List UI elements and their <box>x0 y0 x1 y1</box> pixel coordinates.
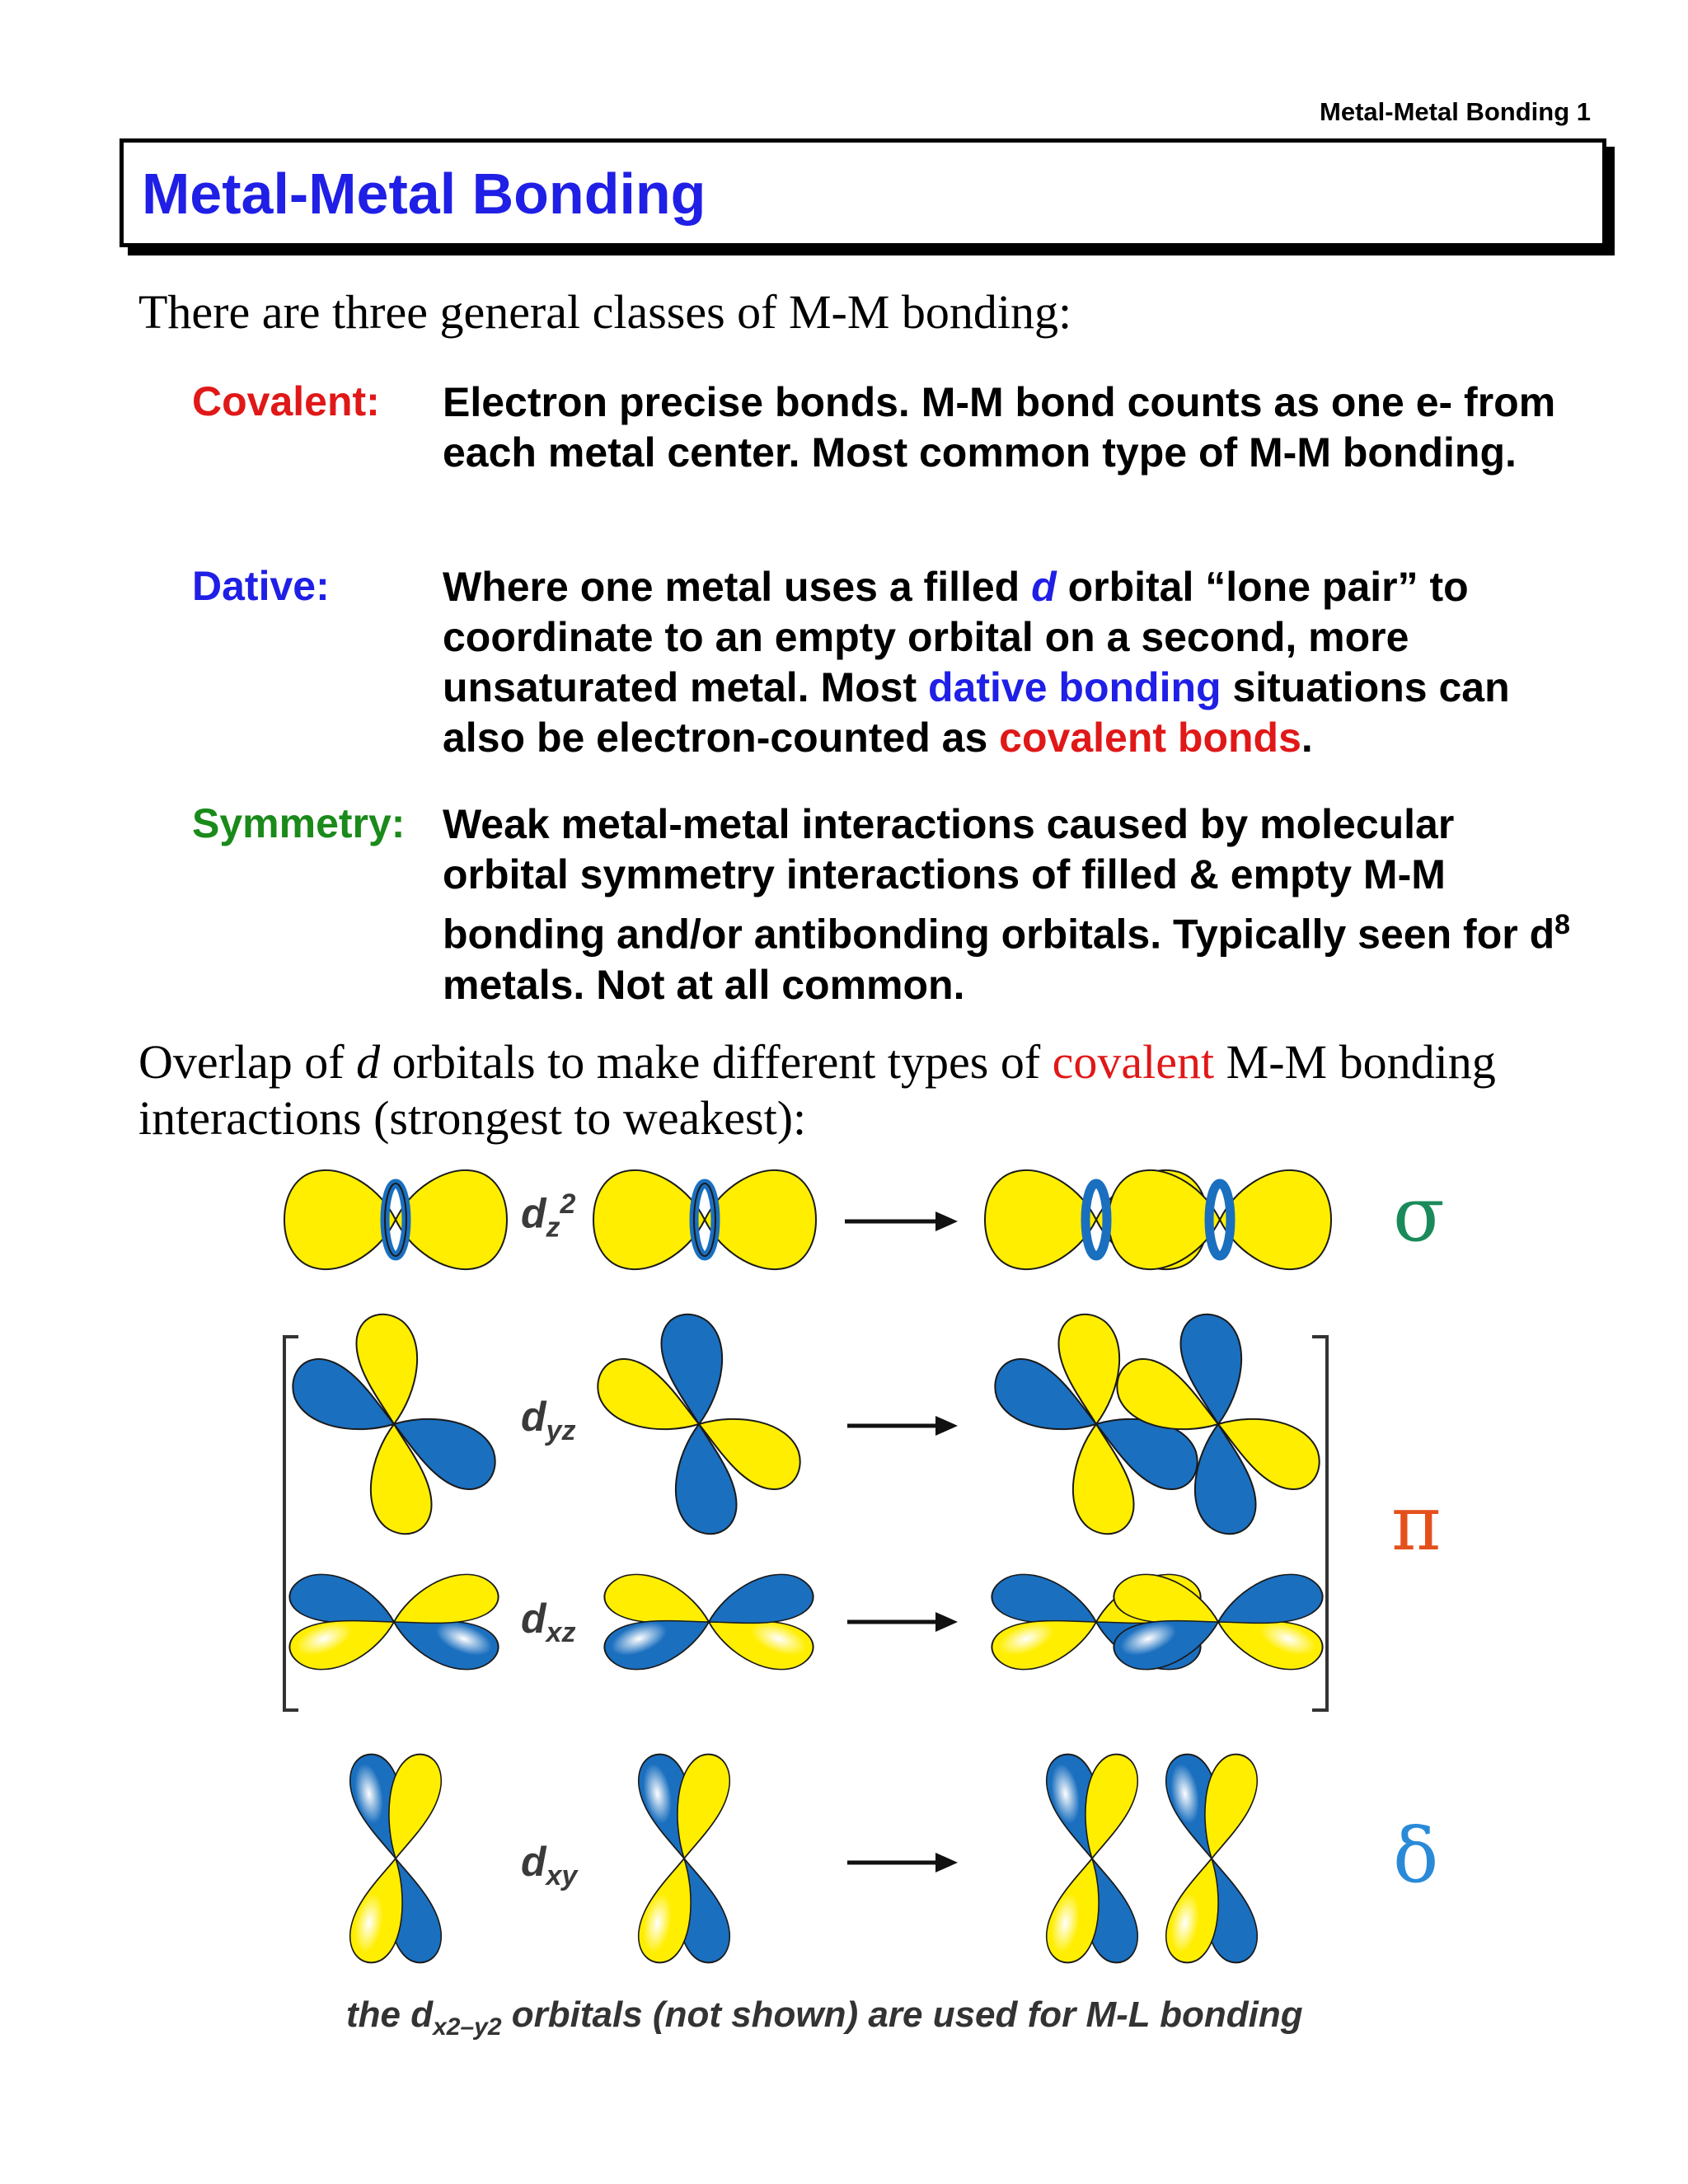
dz2-label-sup: 2 <box>560 1188 576 1220</box>
footnote-sub: x2–y2 <box>433 2013 502 2041</box>
overlap-text-c: M-M bonding interactions (strongest to weakest): <box>138 1035 1496 1145</box>
dyz-label-base: d <box>521 1394 546 1440</box>
dxz-combined-orbital <box>982 1563 1332 1680</box>
running-head: Metal-Metal Bonding 1 <box>1320 97 1591 126</box>
symmetry-label: Symmetry: <box>192 800 406 846</box>
dxz-label-sub: xz <box>546 1617 576 1648</box>
overlap-text-b: orbitals to make different types of <box>380 1035 1053 1089</box>
dxz-right-orbital <box>595 1563 823 1680</box>
dyz-label <box>521 1393 575 1447</box>
footnote <box>346 1994 1376 2041</box>
dative-text-end: . <box>1301 715 1313 761</box>
dz2-combined-orbital <box>985 1170 1331 1269</box>
dxz-label <box>521 1595 575 1649</box>
dz2-label-base: d <box>521 1190 546 1237</box>
dxy-label-sub: xy <box>546 1860 578 1891</box>
page-title: Metal-Metal Bonding <box>142 162 706 226</box>
dxz-arrow <box>847 1612 958 1632</box>
sigma-symbol: σ <box>1393 1170 1445 1258</box>
covalent-bonds-highlight: covalent bonds <box>999 715 1301 761</box>
dative-text-b: orbital “lone pair” to coordinate to an empty orbital on a second, more unsaturated metal. Most <box>443 564 1469 710</box>
dative-label: Dative: <box>192 563 330 609</box>
dyz-arrow <box>847 1416 958 1436</box>
dyz-left-orbital <box>283 1315 505 1534</box>
dz2-right-orbital <box>593 1170 816 1269</box>
dyz-right-orbital <box>588 1315 810 1534</box>
dxy-arrow <box>847 1853 958 1872</box>
footnote-text-a: the d <box>346 1994 434 2035</box>
dative-text-a: Where one metal uses a filled <box>443 564 1032 610</box>
dz2-arrow <box>845 1212 958 1231</box>
dxy-combined-orbital <box>1042 1746 1262 1971</box>
dz2-label-sub: z <box>546 1212 560 1244</box>
symmetry-sup: 8 <box>1554 909 1571 940</box>
dz2-left-orbital <box>284 1170 507 1269</box>
dxy-label <box>521 1838 577 1892</box>
symmetry-text-b: metals. Not at all common. <box>443 961 965 1008</box>
delta-symbol: δ <box>1393 1811 1439 1900</box>
covalent-description: Electron precise bonds. M-M bond counts as one e- from each metal center. Most common type of M-M bonding. <box>443 379 1556 476</box>
dyz-label-sub: yz <box>546 1415 576 1446</box>
dxz-label-base: d <box>521 1596 546 1642</box>
dyz-combined-orbital <box>985 1315 1329 1534</box>
overlap-text-a: Overlap of <box>138 1035 357 1089</box>
dz2-label <box>521 1188 575 1244</box>
footnote-text-b: orbitals (not shown) are used for M-L bonding <box>501 1994 1303 2035</box>
overlap-covalent-highlight: covalent <box>1052 1035 1215 1089</box>
pi-symbol: π <box>1391 1479 1442 1568</box>
dxy-label-base: d <box>521 1839 546 1885</box>
dative-d-italic: d <box>1031 564 1057 610</box>
dative-bonding-highlight: dative bonding <box>928 664 1221 710</box>
dxy-left-orbital <box>345 1746 446 1971</box>
dxz-left-orbital <box>280 1563 508 1680</box>
intro-text: There are three general classes of M-M bonding: <box>138 285 1072 339</box>
dxy-right-orbital <box>634 1746 734 1971</box>
covalent-label: Covalent: <box>192 378 380 424</box>
dative-text-c: situations can also be electron-counted as <box>443 664 1510 761</box>
overlap-d-italic: d <box>356 1035 381 1089</box>
symmetry-text-a: Weak metal-metal interactions caused by molecular orbital symmetry interactions of filled & empty M-M bonding and/or antibonding orbitals. Typically seen for d <box>443 801 1555 958</box>
